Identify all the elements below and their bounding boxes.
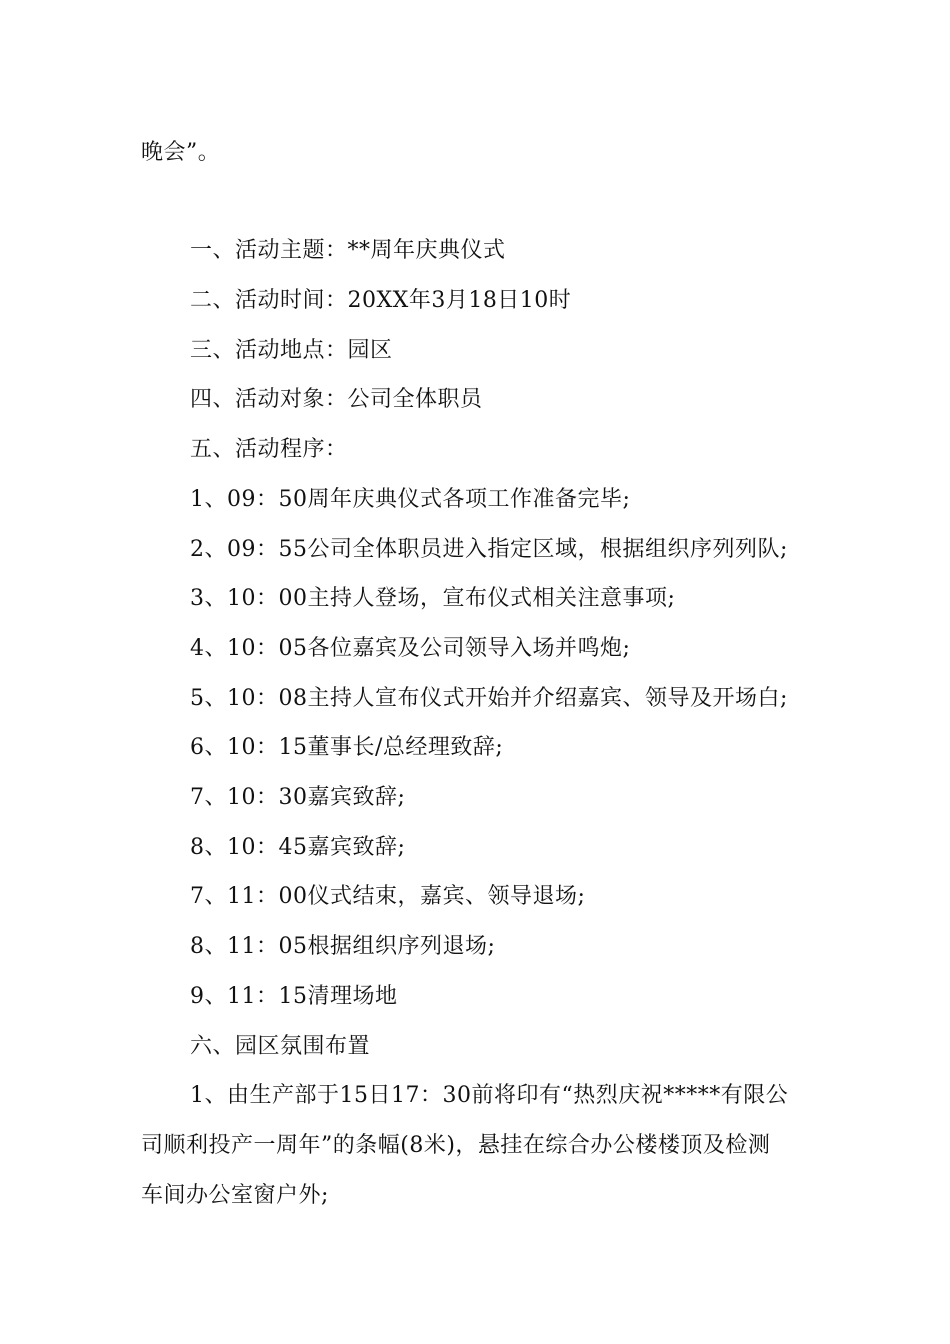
program-step: 9、11：15清理场地 xyxy=(190,984,398,1009)
paragraph-line: 司顺利投产一周年”的条幅(8米)，悬挂在综合办公楼楼顶及检测 xyxy=(141,1133,771,1158)
program-step: 8、11：05根据组织序列退场; xyxy=(190,934,496,959)
paragraph-line: 车间办公室窗户外; xyxy=(141,1183,329,1208)
program-step: 6、10：15董事长/总经理致辞; xyxy=(190,735,504,760)
intro-tail-text: 晚会”。 xyxy=(141,140,221,165)
paragraph-line: 1、由生产部于15日17：30前将印有“热烈庆祝*****有限公 xyxy=(190,1083,789,1108)
activity-time: 二、活动时间：20XX年3月18日10时 xyxy=(190,288,572,313)
atmosphere-heading: 六、园区氛围布置 xyxy=(190,1034,371,1059)
activity-audience: 四、活动对象：公司全体职员 xyxy=(190,387,483,412)
program-step: 3、10：00主持人登场，宣布仪式相关注意事项; xyxy=(190,586,676,611)
program-step: 7、11：00仪式结束，嘉宾、领导退场; xyxy=(190,884,586,909)
program-step: 5、10：08主持人宣布仪式开始并介绍嘉宾、领导及开场白; xyxy=(190,686,788,711)
activity-theme: 一、活动主题：**周年庆典仪式 xyxy=(190,238,506,263)
program-step: 8、10：45嘉宾致辞; xyxy=(190,835,406,860)
program-step: 1、09：50周年庆典仪式各项工作准备完毕; xyxy=(190,487,631,512)
program-step: 4、10：05各位嘉宾及公司领导入场并鸣炮; xyxy=(190,636,631,661)
activity-location: 三、活动地点：园区 xyxy=(190,338,393,363)
program-step: 2、09：55公司全体职员进入指定区域，根据组织序列列队; xyxy=(190,537,788,562)
program-step: 7、10：30嘉宾致辞; xyxy=(190,785,406,810)
activity-program-heading: 五、活动程序： xyxy=(190,437,348,462)
